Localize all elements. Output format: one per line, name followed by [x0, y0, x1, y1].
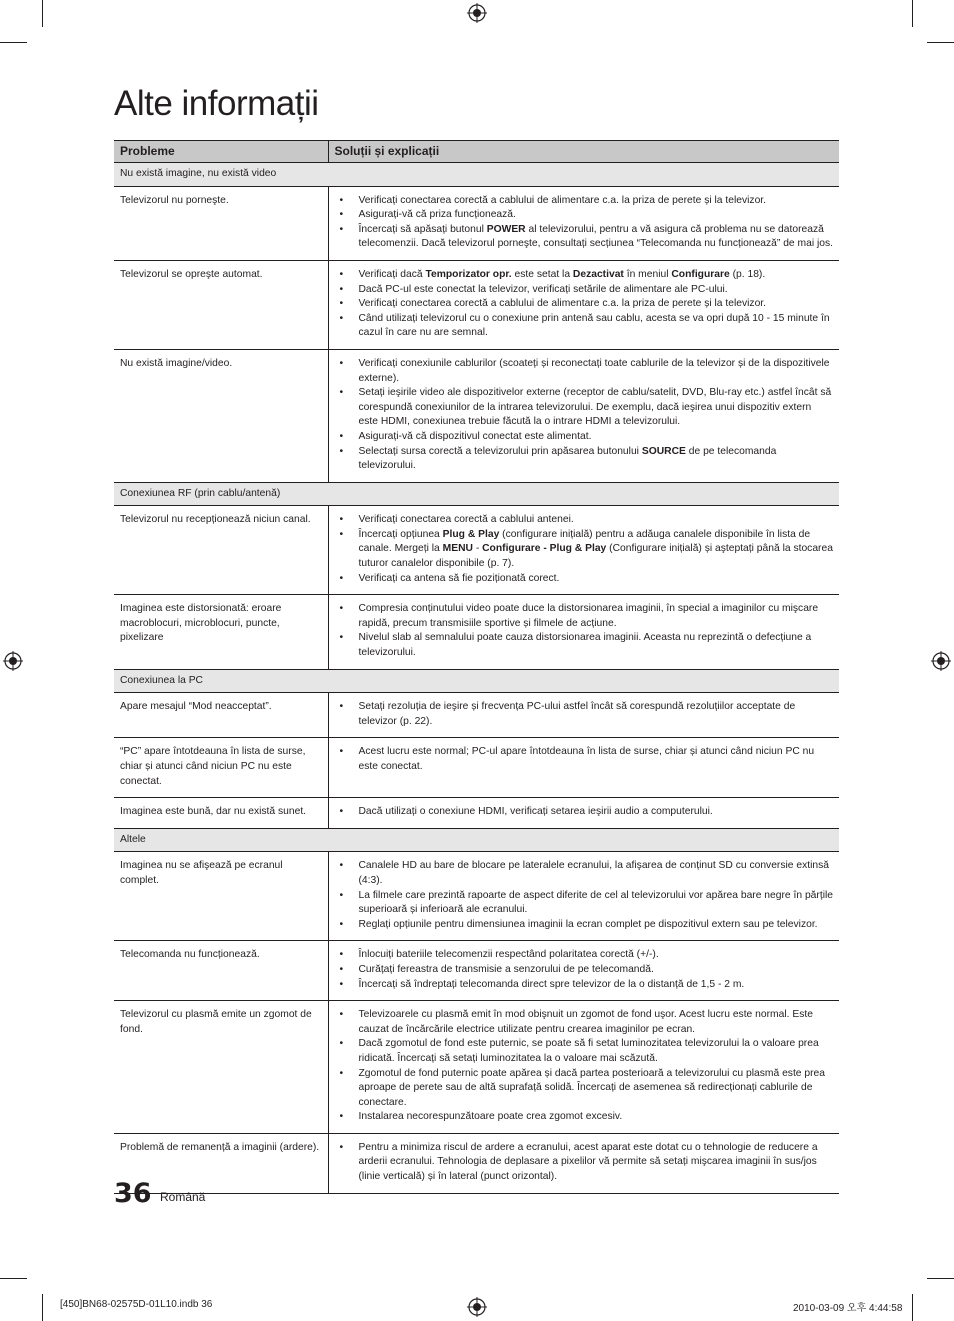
crop-mark — [42, 1294, 43, 1321]
table-header-row — [114, 141, 839, 163]
crop-mark — [912, 0, 913, 27]
solution-item: • Asigurați-vă că priza funcționează. — [337, 208, 834, 223]
crop-mark — [912, 1294, 913, 1321]
problem-cell: Televizorul cu plasmă emite un zgomot de fond. — [114, 1001, 328, 1134]
solution-item: • La filmele care prezintă rapoarte de aspect diferite de cel al televizorului vor apărea bare negre în părțile superioară și inferioară ale ecranului. — [337, 889, 834, 918]
solution-list — [337, 859, 834, 932]
solution-item: • Verificați conectarea corectă a cablului de alimentare c.a. la priza de perete și la televizor. — [337, 297, 834, 312]
section-title: Nu există imagine, nu există video — [114, 163, 839, 187]
solution-cell — [328, 506, 839, 595]
registration-mark-icon — [3, 651, 23, 671]
solution-list — [337, 700, 834, 729]
solution-item: • Verificați conectarea corectă a cablului antenei. — [337, 513, 834, 528]
solution-list — [337, 194, 834, 252]
solution-item: • Acest lucru este normal; PC-ul apare întotdeauna în lista de surse, chiar și atunci când niciun PC nu este conectat. — [337, 745, 834, 774]
section-title: Altele — [114, 828, 839, 852]
table-body — [114, 163, 839, 1194]
table-row — [114, 186, 839, 260]
solution-item: • Televizoarele cu plasmă emit în mod obişnuit un zgomot de fond uşor. Acest lucru este normal. Este cauzat de încărcările electrice utilizate pentru crearea imaginilor pe ecran. — [337, 1008, 834, 1037]
page-title: Alte informații — [114, 84, 319, 123]
solution-cell — [328, 595, 839, 669]
crop-mark — [927, 42, 954, 43]
section-title: Conexiunea RF (prin cablu/antenă) — [114, 482, 839, 506]
solution-item: • Încercați să apăsați butonul POWER al televizorului, pentru a vă asigura că problema nu se datorează telecomenzii. Dacă televizorul porneşte, consultați secțiunea “Telecomanda nu funcționează” de mai jos. — [337, 223, 834, 252]
problem-cell: Imaginea este distorsionată: eroare macroblocuri, microblocuri, puncte, pixelizare — [114, 595, 328, 669]
solution-cell — [328, 1001, 839, 1134]
table-row — [114, 1133, 839, 1193]
table-row — [114, 941, 839, 1001]
table-row — [114, 260, 839, 349]
solution-item: • Curățați fereastra de transmisie a senzorului de pe telecomandă. — [337, 963, 834, 978]
solution-list — [337, 268, 834, 341]
table-row — [114, 852, 839, 941]
table-row — [114, 693, 839, 738]
solution-item: • Dacă PC-ul este conectat la televizor, verificați setările de alimentare ale PC-ului. — [337, 283, 834, 298]
solution-item: • Setați ieşirile video ale dispozitivelor externe (receptor de cablu/satelit, DVD, Blu-ray etc.) astfel încât să corespundă conexiunilor de la intrarea televizorului. De exemplu, dacă ieşirea unui dispozitiv extern este HDMI, conexiunea trebuie făcută la o intrare HDMI a televizorului. — [337, 386, 834, 430]
problem-cell: Apare mesajul “Mod neacceptat”. — [114, 693, 328, 738]
solution-item: • Pentru a minimiza riscul de ardere a ecranului, acest aparat este dotat cu o tehnologie de reducere a arderii ecranului. Tehnologia de deplasare a pixelilor vă permite să setați mişcarea imaginii în sus/jos (linie verticală) și în lateral (punct orizontal). — [337, 1141, 834, 1185]
solution-list — [337, 948, 834, 992]
solution-list — [337, 1008, 834, 1125]
solution-item: • Dacă zgomotul de fond este puternic, se poate să fi setat luminozitatea televizorului la o valoare prea ridicată. Încercați să setați luminozitatea la o valoare mai scăzută. — [337, 1037, 834, 1066]
section-row — [114, 828, 839, 852]
crop-mark — [0, 42, 27, 43]
solution-list — [337, 513, 834, 586]
section-row — [114, 482, 839, 506]
solution-cell — [328, 186, 839, 260]
solution-item: • Dacă utilizați o conexiune HDMI, verificați setarea ieşirii audio a computerului. — [337, 805, 834, 820]
footer-date: 2010-03-09 오후 4:44:58 — [793, 1303, 903, 1314]
table-row — [114, 1001, 839, 1134]
solution-item: • Încercați opțiunea Plug & Play (configurare inițială) pentru a adăuga canalele disponibile în lista de canale. Mergeți la MENU - Configurare - Plug & Play (Configurare inițială) și aşteptați până la stocarea tuturor canalelor disponibile (p. 7). — [337, 528, 834, 572]
table-row — [114, 798, 839, 829]
registration-mark-icon — [931, 651, 951, 671]
solution-item: • Verificați dacă Temporizator opr. este setat la Dezactivat în meniul Configurare (p. 18). — [337, 268, 834, 283]
solution-list — [337, 1141, 834, 1185]
table-row — [114, 738, 839, 798]
solution-item: • Setați rezoluția de ieşire și frecvența PC-ului astfel încât să corespundă rezoluțiilor acceptate de televizor (p. 22). — [337, 700, 834, 729]
problem-cell: “PC” apare întotdeauna în lista de surse, chiar și atunci când niciun PC nu este conectat. — [114, 738, 328, 798]
solution-cell — [328, 693, 839, 738]
solution-item: • Nivelul slab al semnalului poate cauza distorsionarea imaginii. Aceasta nu reprezintă o defecțiune a televizorului. — [337, 631, 834, 660]
table-row — [114, 506, 839, 595]
solution-cell — [328, 260, 839, 349]
registration-mark-icon — [467, 3, 487, 23]
solution-cell — [328, 852, 839, 941]
solution-list — [337, 357, 834, 474]
section-row — [114, 669, 839, 693]
registration-mark-icon — [467, 1297, 487, 1317]
problem-cell: Televizorul nu recepționează niciun canal. — [114, 506, 328, 595]
problem-cell: Telecomanda nu funcționează. — [114, 941, 328, 1001]
solution-item: • Când utilizați televizorul cu o conexiune prin antenă sau cablu, acesta se va opri după 10 - 15 minute în cazul în care nu are semnal. — [337, 312, 834, 341]
problem-cell: Problemă de remanență a imaginii (ardere). — [114, 1133, 328, 1193]
language-label: Română — [160, 1190, 206, 1204]
solution-item: • Selectați sursa corectă a televizorului prin apăsarea butonului SOURCE de pe telecomanda televizorului. — [337, 445, 834, 474]
solution-item: • Zgomotul de fond puternic poate apărea și dacă partea posterioară a televizorului cu plasmă este prea aproape de perete sau de altă suprafață solidă. Încercați de asemenea să redirecționați cablurile de conectare. — [337, 1067, 834, 1111]
solution-item: • Înlocuiți bateriile telecomenzii respectând polaritatea corectă (+/-). — [337, 948, 834, 963]
footer-file-info: [450]BN68-02575D-01L10.indb 36 — [60, 1299, 213, 1310]
solution-item: • Reglați opțiunile pentru dimensiunea imaginii la ecran complet pe dispozitivul extern sau pe televizor. — [337, 918, 834, 933]
table-row — [114, 595, 839, 669]
solution-item: • Verificați conexiunile cablurilor (scoateți și reconectați toate cablurile de la televizor și de la dispozitivele externe). — [337, 357, 834, 386]
problem-cell: Televizorul nu porneşte. — [114, 186, 328, 260]
problem-cell: Televizorul se opreşte automat. — [114, 260, 328, 349]
crop-mark — [927, 1278, 954, 1279]
problem-cell: Imaginea nu se afişează pe ecranul complet. — [114, 852, 328, 941]
problem-cell: Imaginea este bună, dar nu există sunet. — [114, 798, 328, 829]
solution-cell — [328, 798, 839, 829]
section-title: Conexiunea la PC — [114, 669, 839, 693]
section-row — [114, 163, 839, 187]
solution-item: • Asigurați-vă că dispozitivul conectat este alimentat. — [337, 430, 834, 445]
solution-item: • Canalele HD au bare de blocare pe lateralele ecranului, la afişarea de conținut SD cu conversie extinsă (4:3). — [337, 859, 834, 888]
problem-cell: Nu există imagine/video. — [114, 349, 328, 482]
solution-item: • Instalarea necorespunzătoare poate crea zgomot excesiv. — [337, 1110, 834, 1125]
column-header-solutions: Soluții și explicații — [328, 141, 839, 163]
crop-mark — [0, 1278, 27, 1279]
solution-item: • Încercați să îndreptați telecomanda direct spre televizor de la o distanță de 1,5 - 2 m. — [337, 978, 834, 993]
troubleshooting-table — [114, 140, 839, 1194]
solution-item: • Verificați ca antena să fie poziționată corect. — [337, 572, 834, 587]
page-number: 36 — [114, 1178, 152, 1209]
solution-list — [337, 805, 834, 820]
solution-cell — [328, 349, 839, 482]
solution-cell — [328, 941, 839, 1001]
solution-list — [337, 602, 834, 660]
solution-item: • Verificați conectarea corectă a cablului de alimentare c.a. la priza de perete și la televizor. — [337, 194, 834, 209]
solution-list — [337, 745, 834, 774]
solution-item: • Compresia conținutului video poate duce la distorsionarea imaginii, în special a imaginilor cu mişcare rapidă, precum transmisiile sportive și filmele de acțiune. — [337, 602, 834, 631]
solution-cell — [328, 1133, 839, 1193]
solution-cell — [328, 738, 839, 798]
crop-mark — [42, 0, 43, 27]
table-row — [114, 349, 839, 482]
column-header-problems: Probleme — [114, 141, 328, 163]
